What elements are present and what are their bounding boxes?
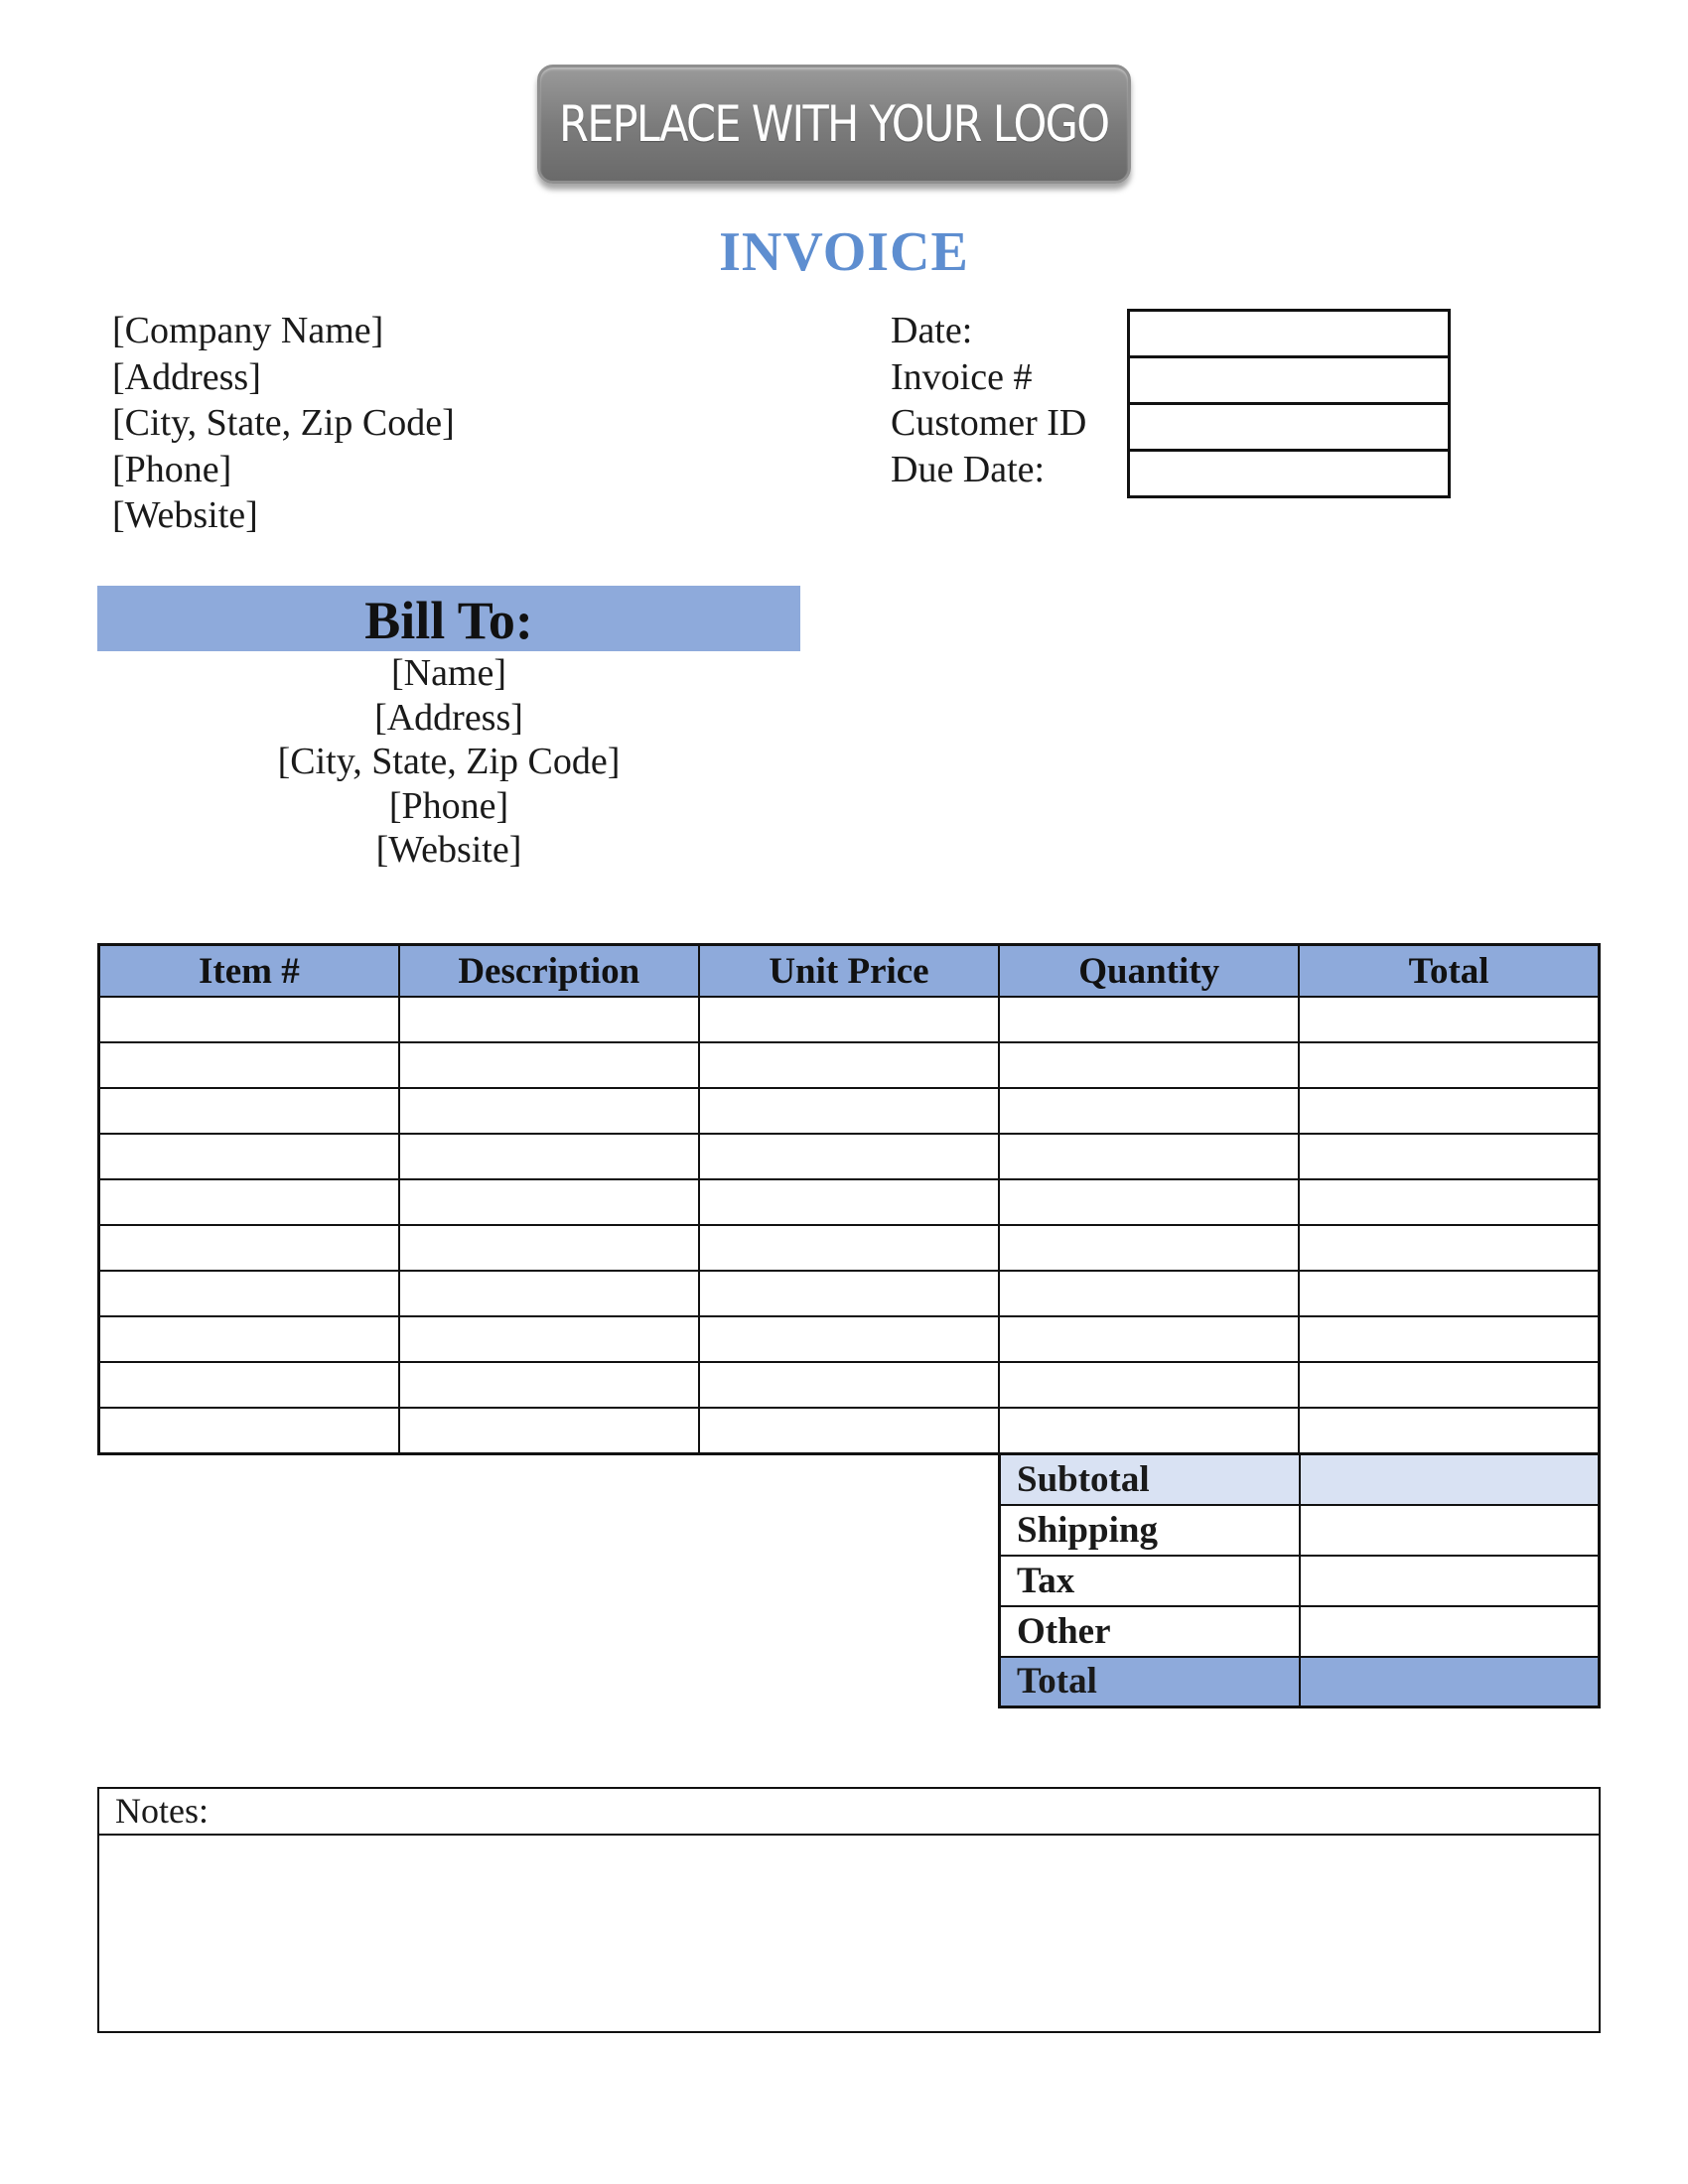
cell-description[interactable] [399,1088,699,1134]
column-header-quantity: Quantity [999,945,1299,998]
cell-description[interactable] [399,1134,699,1179]
table-row [99,1179,1600,1225]
cell-unit-price[interactable] [699,997,999,1042]
bill-to-address: [Address] [374,696,523,739]
due-date-field[interactable] [1127,449,1451,498]
cell-quantity[interactable] [999,1408,1299,1454]
column-header-unit-price: Unit Price [699,945,999,998]
table-row [99,997,1600,1042]
cell-unit-price[interactable] [699,1179,999,1225]
tax-label: Tax [1000,1556,1300,1606]
cell-description[interactable] [399,1362,699,1408]
table-row [99,1362,1600,1408]
cell-unit-price[interactable] [699,1134,999,1179]
cell-description[interactable] [399,1042,699,1088]
cell-total[interactable] [1299,997,1599,1042]
column-header-item-number: Item # [99,945,399,998]
company-name: [Company Name] [112,310,384,351]
table-row [99,1134,1600,1179]
cell-item-number[interactable] [99,1316,399,1362]
grand-total-value[interactable] [1300,1657,1600,1707]
invoice-meta-fields [1127,309,1451,498]
cell-item-number[interactable] [99,1088,399,1134]
table-row [99,1316,1600,1362]
cell-quantity[interactable] [999,1042,1299,1088]
totals-table [998,1452,1601,1708]
cell-total[interactable] [1299,1225,1599,1271]
cell-total[interactable] [1299,1179,1599,1225]
cell-description[interactable] [399,1408,699,1454]
cell-unit-price[interactable] [699,1408,999,1454]
cell-unit-price[interactable] [699,1362,999,1408]
subtotal-row [1000,1454,1600,1505]
table-row [99,1088,1600,1134]
tax-row [1000,1556,1600,1606]
bill-to-city-state-zip: [City, State, Zip Code] [277,741,621,782]
cell-total[interactable] [1299,1362,1599,1408]
cell-quantity[interactable] [999,1225,1299,1271]
table-header-row [99,945,1600,998]
bill-to-info [97,651,800,873]
cell-item-number[interactable] [99,1042,399,1088]
shipping-row [1000,1505,1600,1556]
table-row [99,1225,1600,1271]
other-label: Other [1000,1606,1300,1657]
cell-unit-price[interactable] [699,1088,999,1134]
cell-quantity[interactable] [999,1316,1299,1362]
tax-value[interactable] [1300,1556,1600,1606]
table-row [99,1271,1600,1316]
bill-to-heading: Bill To: [97,586,800,651]
cell-description[interactable] [399,1316,699,1362]
cell-total[interactable] [1299,1316,1599,1362]
company-website: [Website] [112,494,258,536]
customer-id-field[interactable] [1127,402,1451,452]
cell-description[interactable] [399,1271,699,1316]
cell-total[interactable] [1299,1088,1599,1134]
column-header-description: Description [399,945,699,998]
other-row [1000,1606,1600,1657]
notes-box [97,1787,1601,2033]
cell-item-number[interactable] [99,997,399,1042]
date-label: Date: [891,310,973,351]
invoice-meta-labels [891,308,1086,492]
cell-item-number[interactable] [99,1362,399,1408]
cell-unit-price[interactable] [699,1271,999,1316]
cell-quantity[interactable] [999,1134,1299,1179]
cell-unit-price[interactable] [699,1316,999,1362]
line-items-table [97,943,1601,1455]
cell-description[interactable] [399,1225,699,1271]
invoice-number-label: Invoice # [891,355,1033,398]
page-title: INVOICE [719,221,969,283]
cell-quantity[interactable] [999,997,1299,1042]
cell-item-number[interactable] [99,1179,399,1225]
cell-item-number[interactable] [99,1408,399,1454]
cell-item-number[interactable] [99,1225,399,1271]
cell-total[interactable] [1299,1408,1599,1454]
cell-unit-price[interactable] [699,1225,999,1271]
grand-total-row [1000,1657,1600,1707]
bill-to-name: [Name] [390,652,507,694]
company-city-state-zip: [City, State, Zip Code] [112,402,455,444]
subtotal-value[interactable] [1300,1454,1600,1505]
cell-description[interactable] [399,997,699,1042]
grand-total-label: Total [1000,1657,1300,1707]
column-header-total: Total [1299,945,1599,998]
cell-total[interactable] [1299,1042,1599,1088]
cell-unit-price[interactable] [699,1042,999,1088]
company-logo [537,65,1131,184]
company-address: [Address] [112,355,261,398]
cell-item-number[interactable] [99,1134,399,1179]
company-info [112,308,455,539]
cell-description[interactable] [399,1179,699,1225]
cell-quantity[interactable] [999,1179,1299,1225]
shipping-value[interactable] [1300,1505,1600,1556]
table-row [99,1408,1600,1454]
cell-quantity[interactable] [999,1362,1299,1408]
subtotal-label: Subtotal [1000,1454,1300,1505]
cell-item-number[interactable] [99,1271,399,1316]
cell-quantity[interactable] [999,1088,1299,1134]
due-date-label: Due Date: [891,448,1046,490]
date-field[interactable] [1127,309,1451,358]
table-row [99,1042,1600,1088]
notes-label: Notes: [99,1789,1599,1836]
company-phone: [Phone] [112,448,232,490]
invoice-number-field[interactable] [1127,355,1451,405]
bill-to-website: [Website] [375,829,522,871]
shipping-label: Shipping [1000,1505,1300,1556]
cell-quantity[interactable] [999,1271,1299,1316]
bill-to-phone: [Phone] [388,784,509,827]
cell-total[interactable] [1299,1271,1599,1316]
customer-id-label: Customer ID [891,402,1087,444]
other-value[interactable] [1300,1606,1600,1657]
logo-text: REPLACE WITH YOUR LOGO [559,95,1109,153]
cell-total[interactable] [1299,1134,1599,1179]
